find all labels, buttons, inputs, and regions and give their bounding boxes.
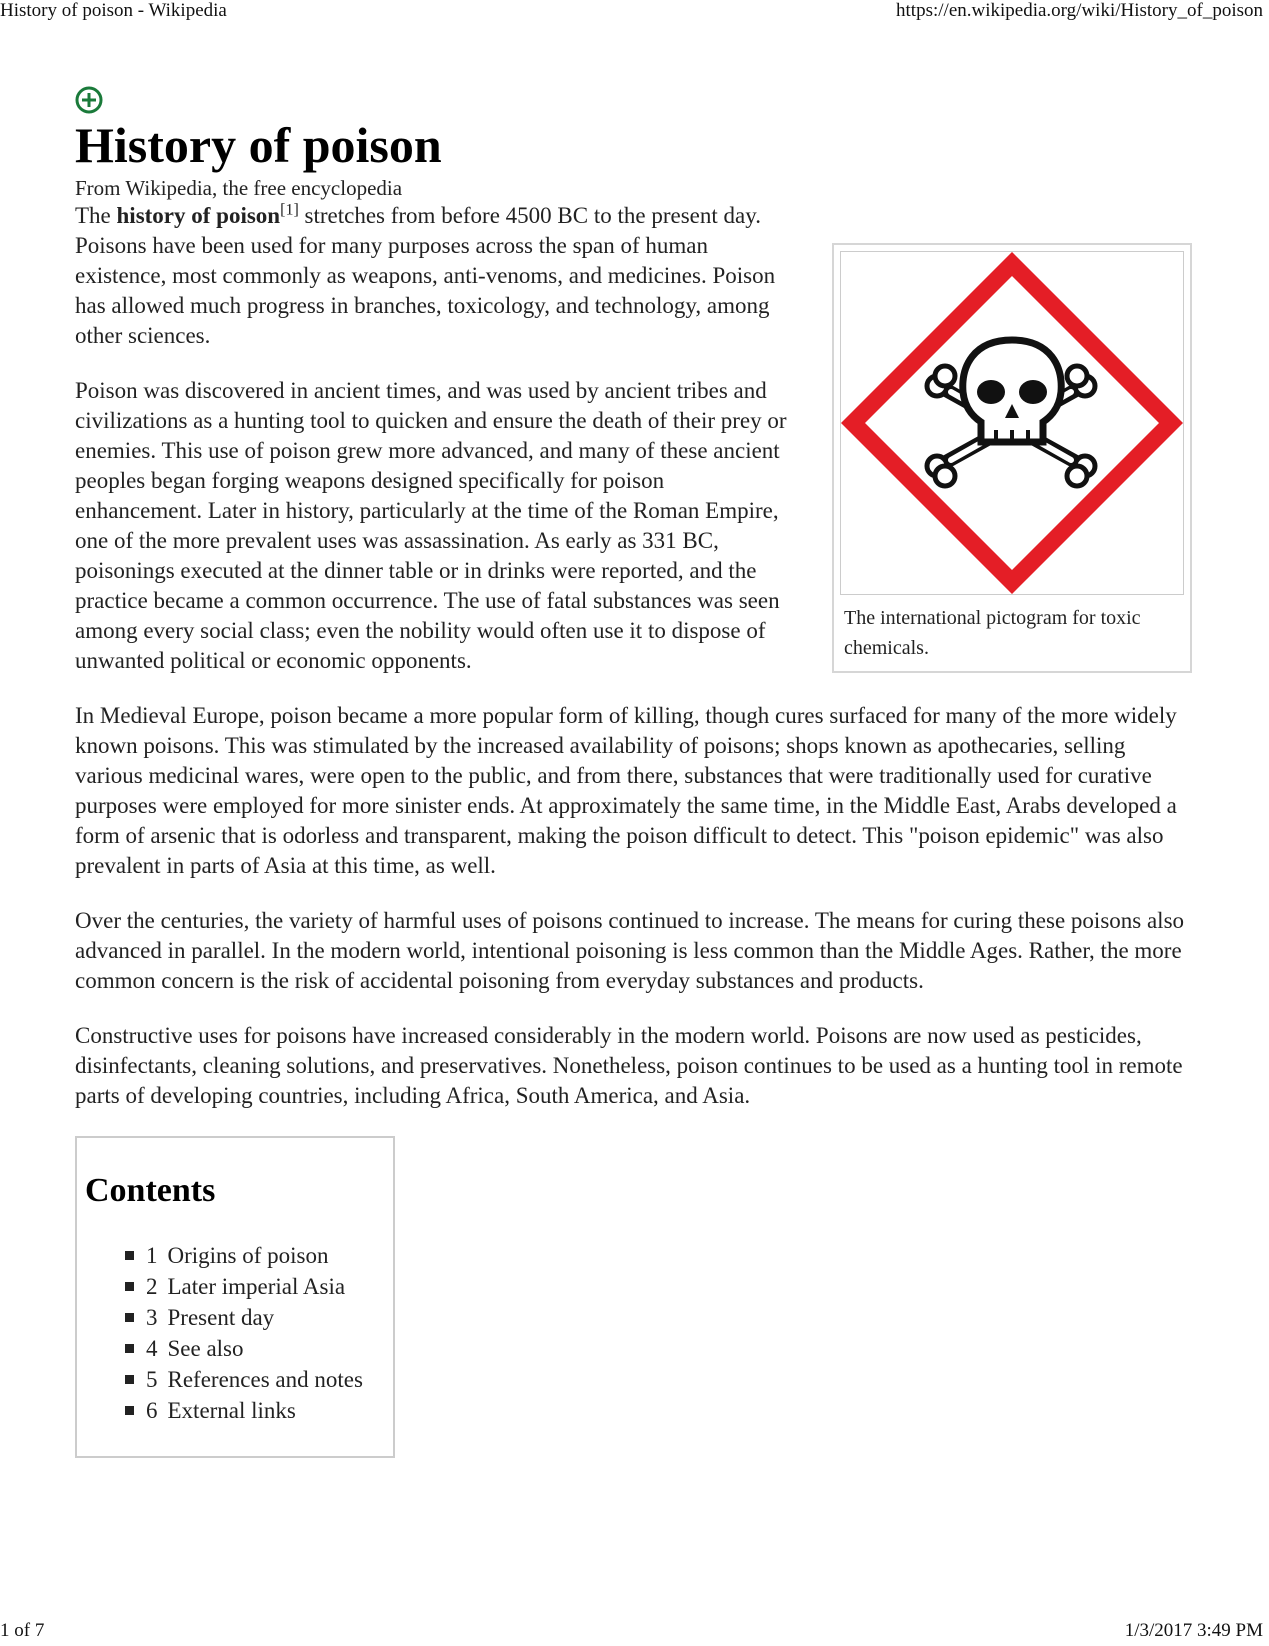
toc-item[interactable]: 4 See also <box>125 1333 385 1364</box>
print-datetime: 1/3/2017 3:49 PM <box>1124 1620 1263 1641</box>
page-number: 1 of 7 <box>0 1620 45 1641</box>
infobox-caption: The international pictogram for toxic chemicals. <box>844 607 1141 659</box>
page-title: History of poison <box>75 117 442 173</box>
lead-bold-term: history of poison <box>116 203 281 228</box>
bullet-icon <box>125 1406 134 1415</box>
print-footer <box>0 1620 1269 1644</box>
good-article-plus-icon <box>75 86 103 114</box>
infobox-image[interactable] <box>840 251 1184 595</box>
toc-list <box>85 1240 385 1426</box>
toc-item[interactable]: 3 Present day <box>125 1302 385 1333</box>
lead-paragraph: The history of poison[1] stretches from before 4500 BC to the present day. Poisons have been used for many purposes across the span of human existence, most commonly as weapons, anti-venoms, and medicines. Poison has allowed much progress in branches, toxicology, and technology, among other sciences. <box>75 201 776 348</box>
bullet-icon <box>125 1344 134 1353</box>
bullet-icon <box>125 1282 134 1291</box>
paragraph: In Medieval Europe, poison became a more popular form of killing, though cures surfaced for many of the more widely known poisons. This was stimulated by the increased availability of poisons; shops known as apothecaries, selling various medicinal wares, were open to the public, and from there, substances that were traditionally used for curative purposes were employed for more sinister ends. At approximately the same time, in the Middle East, Arabs developed a form of arsenic that is odorless and transparent, making the poison difficult to detect. This "poison epidemic" was also prevalent in parts of Asia at this time, as well. <box>75 703 1177 878</box>
print-header <box>0 0 1269 24</box>
bullet-icon <box>125 1375 134 1384</box>
toc-item[interactable]: 2 Later imperial Asia <box>125 1271 385 1302</box>
toc-item[interactable]: 1 Origins of poison <box>125 1240 385 1271</box>
print-page-title: History of poison - Wikipedia <box>0 0 227 21</box>
toc-item[interactable]: 6 External links <box>125 1395 385 1426</box>
article-content <box>75 86 1195 1458</box>
toc-heading: Contents <box>85 1172 216 1209</box>
print-url: https://en.wikipedia.org/wiki/History_of_poison <box>896 0 1263 21</box>
paragraph: Constructive uses for poisons have increased considerably in the modern world. Poisons are now used as pesticides, disinfectants, cleaning solutions, and preservatives. Nonetheless, poison continues to be used as a hunting tool in remote parts of developing countries, including Africa, South America, and Asia. <box>75 1023 1183 1108</box>
bullet-icon <box>125 1313 134 1322</box>
toc-item[interactable]: 5 References and notes <box>125 1364 385 1395</box>
paragraph: Over the centuries, the variety of harmful uses of poisons continued to increase. The means for curing these poisons also advanced in parallel. In the modern world, intentional poisoning is less common than the Middle Ages. Rather, the more common concern is the risk of accidental poisoning from everyday substances and products. <box>75 908 1185 993</box>
table-of-contents <box>75 1136 395 1458</box>
paragraph: Poison was discovered in ancient times, and was used by ancient tribes and civilizations as a hunting tool to quicken and ensure the death of their prey or enemies. This use of poison grew more advanced, and many of these ancient peoples began forging weapons designed specifically for poison enhancement. Later in history, particularly at the time of the Roman Empire, one of the more prevalent uses was assassination. As early as 331 BC, poisonings executed at the dinner table or in drinks were reported, and the practice became a common occurrence. The use of fatal substances was seen among every social class; even the nobility would often use it to dispose of unwanted political or economic opponents. <box>75 378 787 673</box>
toxic-pictogram-icon <box>841 252 1183 594</box>
citation-link[interactable]: [1] <box>280 201 299 219</box>
bullet-icon <box>125 1251 134 1260</box>
tagline: From Wikipedia, the free encyclopedia <box>75 176 403 200</box>
infobox <box>832 243 1192 673</box>
